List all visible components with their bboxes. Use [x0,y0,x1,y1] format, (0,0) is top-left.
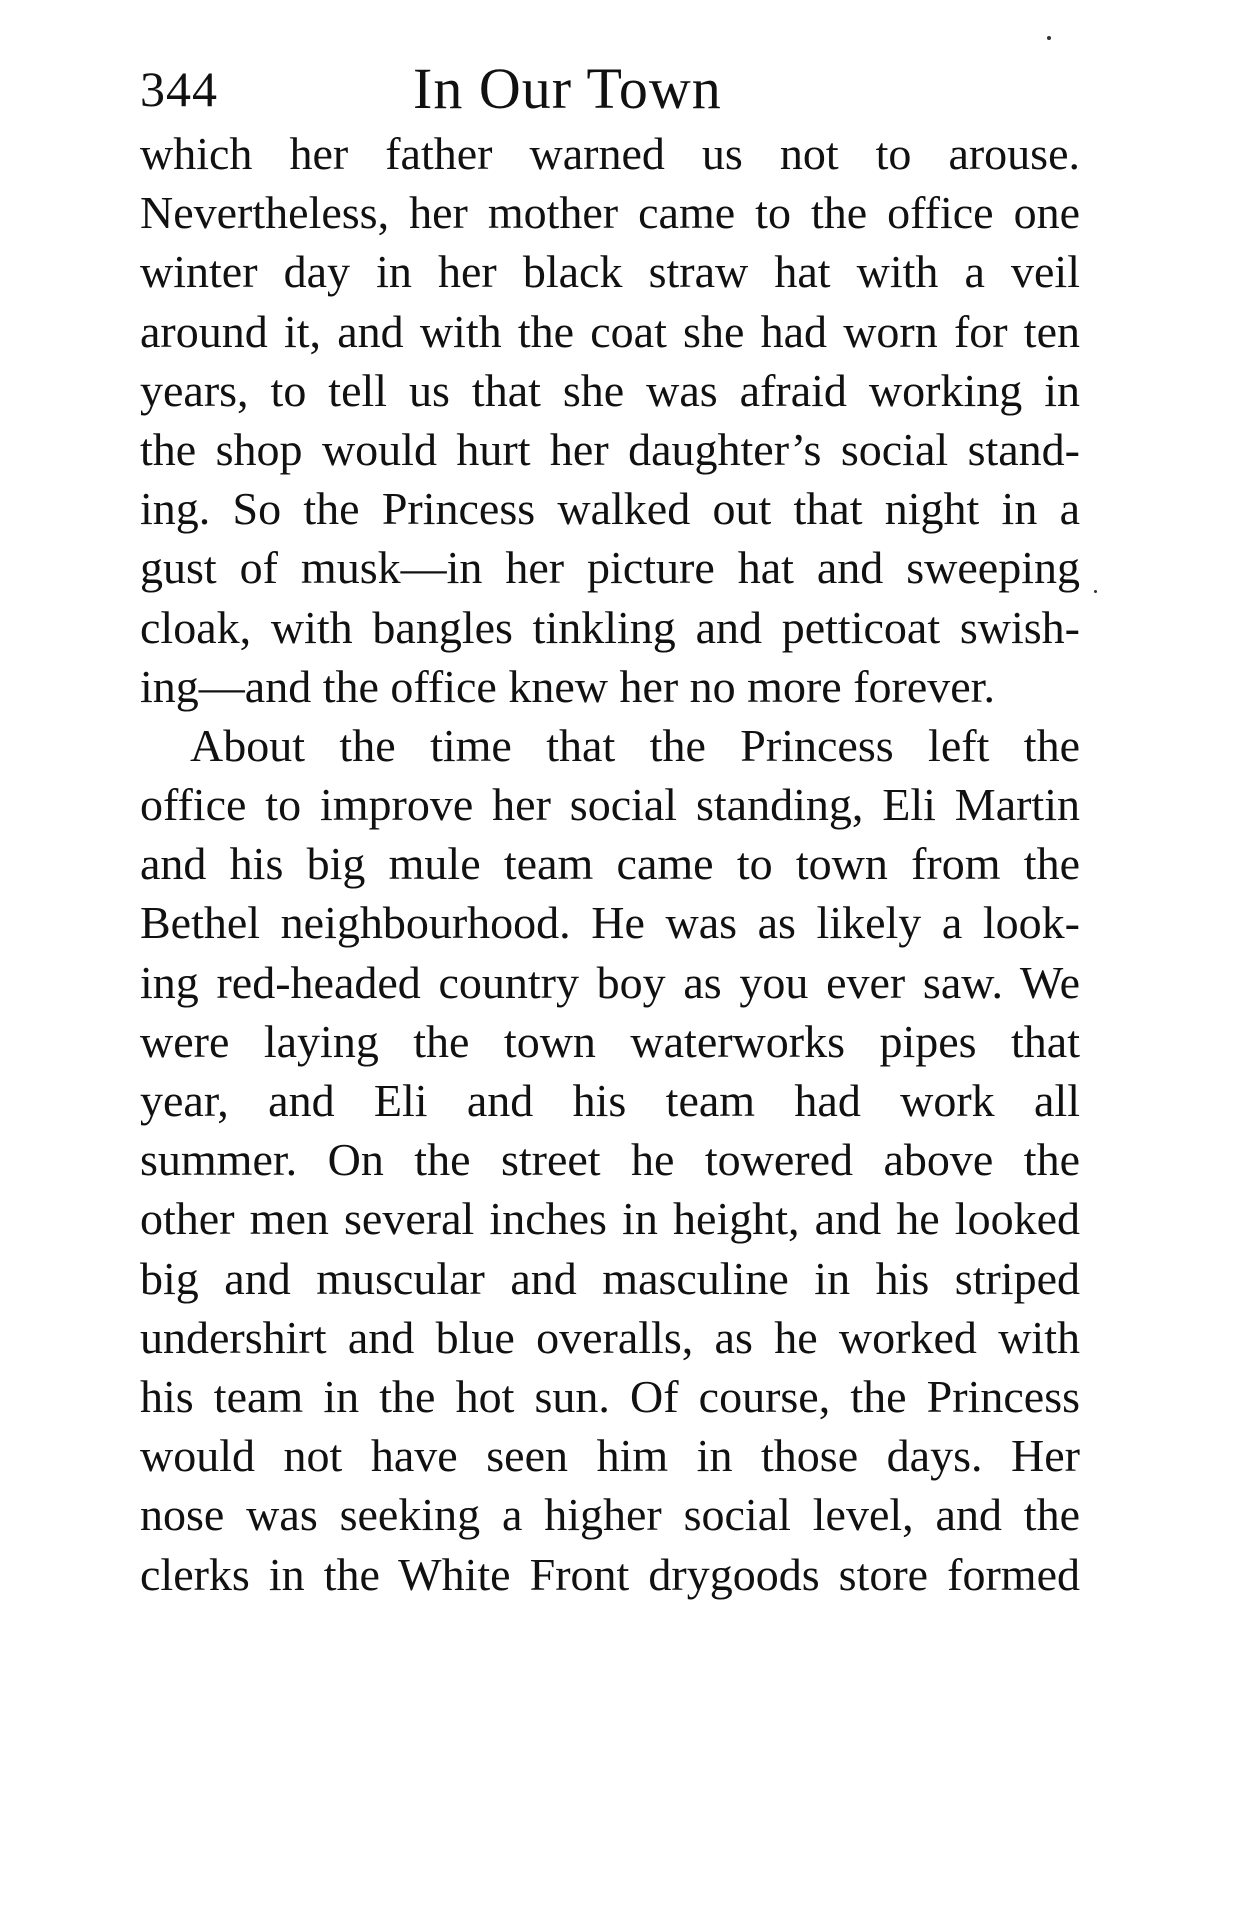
text-line: cloak, with bangles tinkling and petticoat swish- [140,601,1080,653]
text-line: around it, and with the coat she had worn for ten [140,305,1080,357]
text-line: and his big mule team came to town from the [140,838,1080,890]
text-line: the shop would hurt her daughter’s social stand- [140,423,1080,475]
text-line: which her father warned us not to arouse. [140,128,1080,179]
text-line: ing. So the Princess walked out that night in a [140,483,1080,535]
body-text [140,124,1080,1604]
text-line: ing red-headed country boy as you ever saw. We [140,956,1080,1008]
running-header [140,58,1100,120]
text-line: were laying the town waterworks pipes that [140,1015,1080,1067]
text-line: winter day in her black straw hat with a veil [140,246,1080,298]
text-line: years, to tell us that she was afraid working in [140,364,1080,416]
text-line: other men several inches in height, and he looked [140,1193,1080,1245]
text-line: his team in the hot sun. Of course, the Princess [140,1370,1080,1422]
text-line: gust of musk—in her picture hat and sweeping [140,542,1080,594]
text-line: Bethel neighbourhood. He was as likely a look- [140,897,1080,949]
text-line: Nevertheless, her mother came to the office one [140,187,1080,239]
text-line: office to improve her social standing, Eli Martin [140,779,1080,831]
paragraph-start-line: About the time that the Princess left the [190,719,1080,771]
print-speck [1094,590,1097,593]
text-line: undershirt and blue overalls, as he worked with [140,1311,1080,1363]
text-line: would not have seen him in those days. Her [140,1430,1080,1482]
running-title: In Our Town [413,56,722,121]
text-line: summer. On the street he towered above the [140,1134,1080,1186]
text-line: clerks in the White Front drygoods store formed [140,1548,1080,1600]
text-line: year, and Eli and his team had work all [140,1075,1080,1126]
page-number: 344 [140,61,218,117]
text-line: nose was seeking a higher social level, and the [140,1489,1080,1541]
text-line: big and muscular and masculine in his striped [140,1252,1080,1304]
paragraph-end-line: ing—and the office knew her no more forever. [140,660,995,712]
print-speck [1047,36,1051,40]
